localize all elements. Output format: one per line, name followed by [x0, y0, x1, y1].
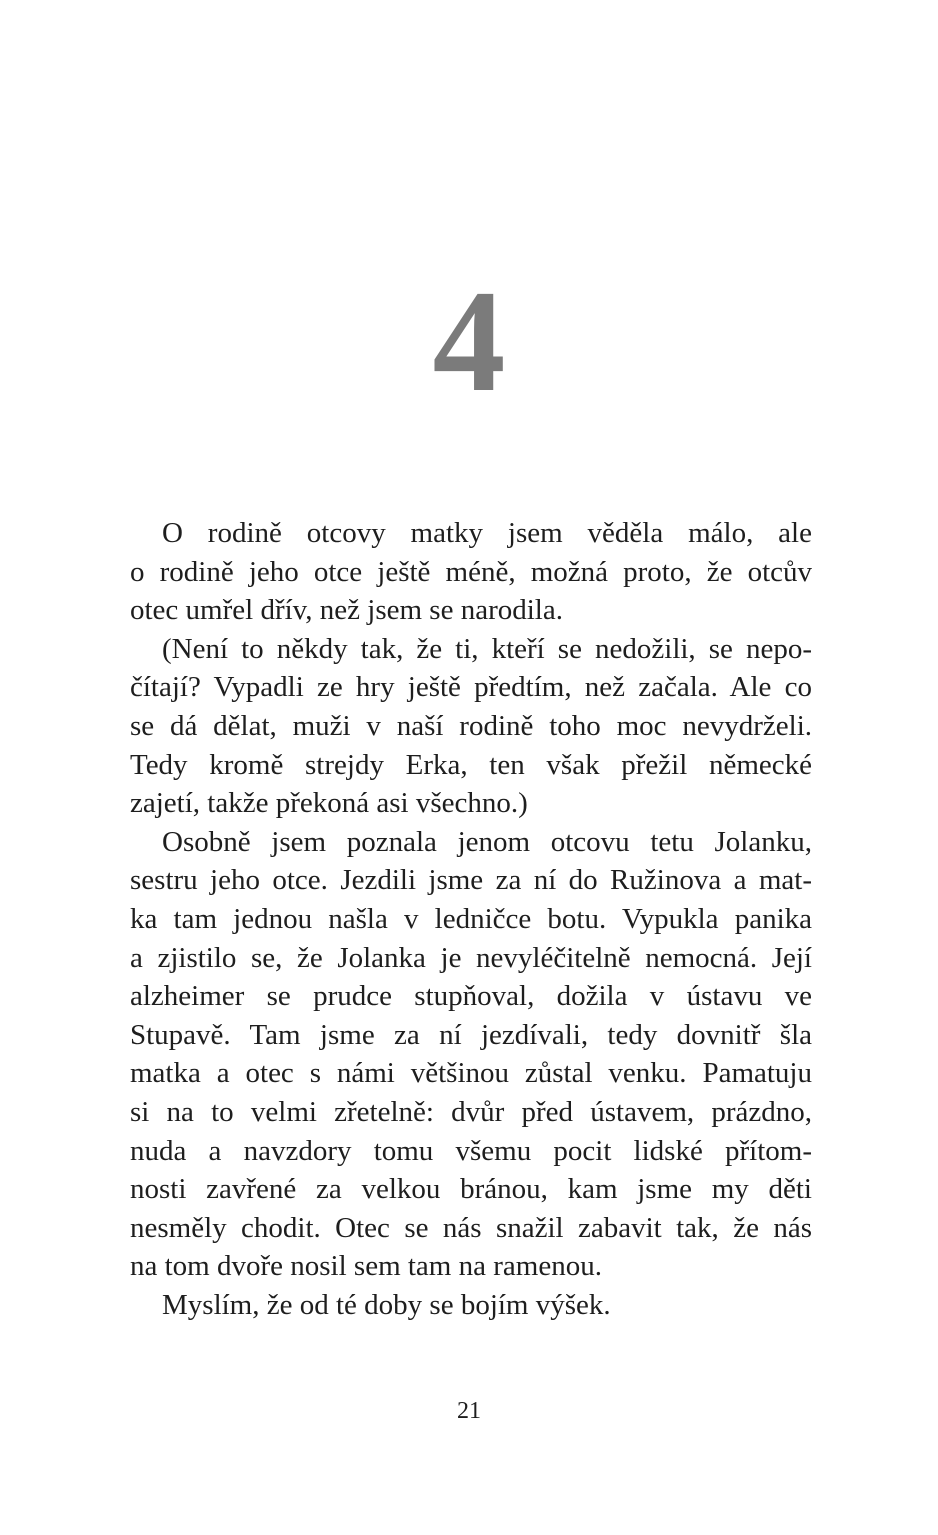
- text-line: (Není to někdy tak, že ti, kteří se nedožili, se nepo-: [162, 632, 812, 665]
- paragraph: [130, 823, 812, 1286]
- chapter-body: [130, 514, 812, 1324]
- text-line: Osobně jsem poznala jenom otcovu tetu Jolanku,: [162, 825, 812, 858]
- text-line: sestru jeho otce. Jezdili jsme za ní do Ružinova a mat-: [130, 864, 812, 897]
- text-line: ka tam jednou našla v ledničce botu. Vypukla panika: [130, 902, 812, 935]
- text-line: alzheimer se prudce stupňoval, dožila v ústavu ve: [130, 980, 812, 1013]
- paragraph: [130, 1286, 812, 1325]
- text-line: matka a otec s námi většinou zůstal venku. Pamatuju: [130, 1057, 812, 1090]
- paragraph: [130, 514, 812, 630]
- text-line: na tom dvoře nosil sem tam na ramenou.: [130, 1250, 602, 1283]
- text-line: Myslím, že od té doby se bojím výšek.: [162, 1288, 611, 1321]
- text-line: nesměly chodit. Otec se nás snažil zabavit tak, že nás: [130, 1211, 812, 1244]
- paragraph: [130, 630, 812, 823]
- chapter-number: 4: [432, 260, 506, 422]
- text-line: nosti zavřené za velkou bránou, kam jsme my děti: [130, 1173, 812, 1206]
- page-number: 21: [457, 1398, 481, 1424]
- text-line: čítají? Vypadli ze hry ještě předtím, než začala. Ale co: [130, 671, 812, 704]
- text-line: se dá dělat, muži v naší rodině toho moc nevydrželi.: [130, 709, 812, 742]
- text-line: O rodině otcovy matky jsem věděla málo, ale: [162, 517, 812, 549]
- text-line: nuda a navzdory tomu všemu pocit lidské přítom-: [130, 1134, 812, 1167]
- text-line: zajetí, takže překoná asi všechno.): [130, 787, 528, 820]
- text-line: o rodině jeho otce ještě méně, možná proto, že otcův: [130, 555, 812, 588]
- text-line: Stupavě. Tam jsme za ní jezdívali, tedy dovnitř šla: [130, 1018, 812, 1051]
- text-line: Tedy kromě strejdy Erka, ten však přežil německé: [130, 748, 812, 781]
- text-line: a zjistilo se, že Jolanka je nevyléčitelně nemocná. Její: [130, 941, 812, 974]
- text-line: si na to velmi zřetelně: dvůr před ústavem, prázdno,: [130, 1095, 812, 1128]
- text-line: otec umřel dřív, než jsem se narodila.: [130, 594, 563, 627]
